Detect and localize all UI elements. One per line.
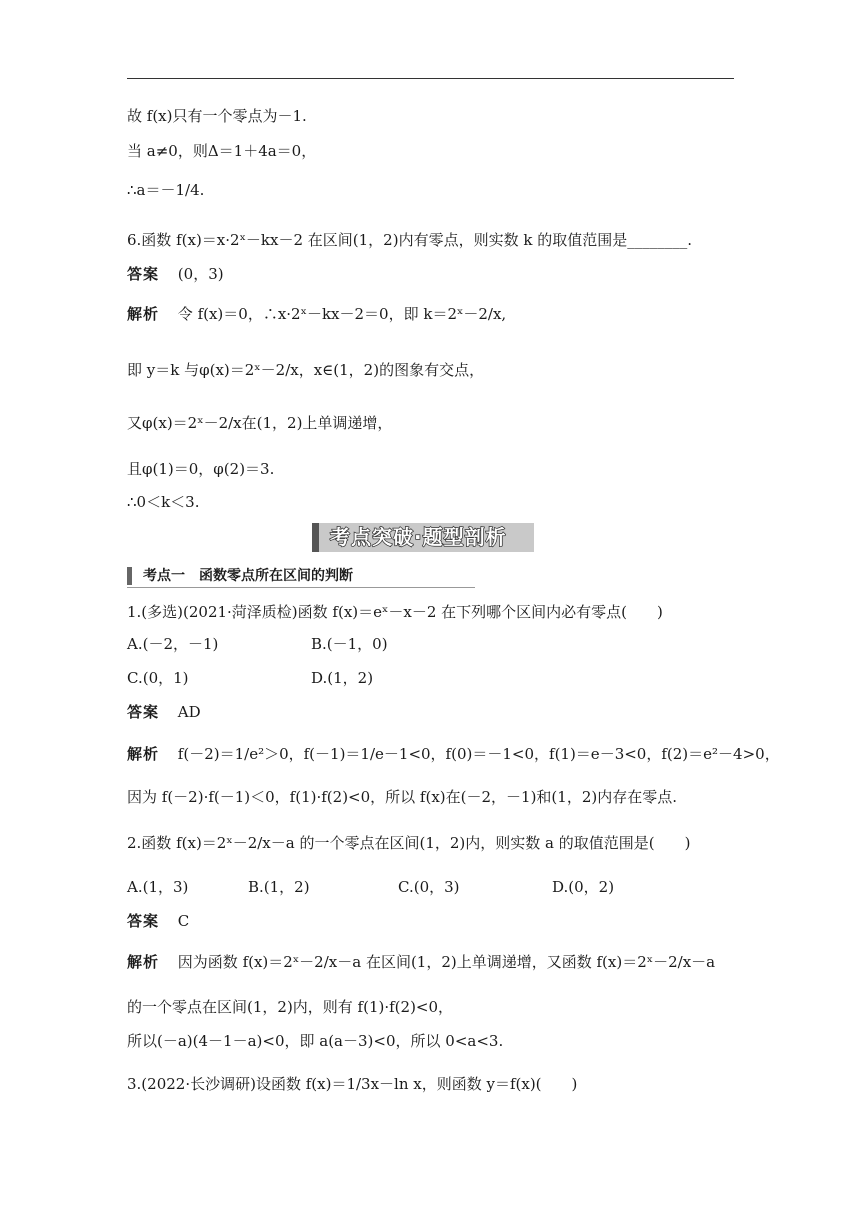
text-line: 因为 f(－2)·f(－1)＜0，f(1)·f(2)<0，所以 f(x)在(－2，－1)和(1，2)内存在零点. — [127, 788, 677, 806]
section-title: 考点突破·题型剖析 — [330, 525, 507, 549]
option-d: D.(0，2) — [552, 878, 615, 896]
text-line: 故 f(x)只有一个零点为－1. — [127, 107, 307, 125]
text-line: 当 a≠0，则Δ＝1＋4a＝0， — [127, 142, 317, 160]
option-c: C.(0，1) — [127, 669, 189, 687]
kaodian-title: 考点一 函数零点所在区间的判断 — [143, 568, 353, 584]
analysis-label: 解析 — [127, 305, 160, 323]
text-line: ∴a＝－1/4. — [127, 181, 205, 199]
answer-6 — [127, 264, 224, 284]
option-d: D.(1，2) — [311, 669, 374, 687]
question-1: 1.(多选)(2021·菏泽质检)函数 f(x)＝eˣ－x－2 在下列哪个区间内必有零点( ) — [127, 603, 663, 621]
analysis-2 — [127, 952, 715, 972]
analysis-6 — [127, 304, 506, 324]
option-b: B.(1，2) — [248, 878, 310, 896]
answer-label: 答案 — [127, 265, 160, 283]
text-line: ∴0＜k＜3. — [127, 493, 200, 511]
analysis-label: 解析 — [127, 953, 160, 971]
question-3: 3.(2022·长沙调研)设函数 f(x)＝1/3x－ln x，则函数 y＝f(x)( ) — [127, 1075, 578, 1093]
analysis-1 — [127, 744, 780, 764]
answer-value: AD — [177, 703, 201, 721]
option-a: A.(1，3) — [127, 878, 189, 896]
option-c: C.(0，3) — [398, 878, 460, 896]
answer-label: 答案 — [127, 912, 160, 930]
question-6: 6.函数 f(x)＝x·2ˣ－kx－2 在区间(1，2)内有零点，则实数 k 的取值范围是________. — [127, 231, 692, 249]
analysis-text: f(－2)＝1/e²＞0，f(－1)＝1/e－1<0，f(0)＝－1<0，f(1)＝e－3<0，f(2)＝e²－4>0， — [177, 745, 780, 763]
answer-value: (0，3) — [177, 265, 224, 283]
analysis-text: 令 f(x)＝0，∴x·2ˣ－kx－2＝0，即 k＝2ˣ－2/x, — [177, 305, 507, 323]
text-line: 又φ(x)＝2ˣ－2/x在(1，2)上单调递增， — [127, 414, 393, 432]
analysis-label: 解析 — [127, 745, 160, 763]
answer-label: 答案 — [127, 703, 160, 721]
banner-bar — [312, 523, 319, 552]
answer-1 — [127, 702, 201, 722]
answer-2 — [127, 911, 189, 931]
text-line: 即 y＝k 与φ(x)＝2ˣ－2/x，x∈(1，2)的图象有交点， — [127, 361, 485, 379]
option-b: B.(－1，0) — [311, 635, 388, 653]
question-2: 2.函数 f(x)＝2ˣ－2/x－a 的一个零点在区间(1，2)内，则实数 a 的取值范围是( ) — [127, 834, 691, 852]
text-line: 的一个零点在区间(1，2)内，则有 f(1)·f(2)<0， — [127, 998, 454, 1016]
option-a: A.(－2，－1) — [127, 635, 219, 653]
text-line: 且φ(1)＝0，φ(2)＝3. — [127, 460, 275, 478]
answer-value: C — [177, 912, 190, 930]
analysis-text: 因为函数 f(x)＝2ˣ－2/x－a 在区间(1，2)上单调递增，又函数 f(x)＝2ˣ－2/x－a — [177, 953, 716, 971]
section-banner — [312, 523, 534, 552]
kaodian-bar — [127, 567, 132, 585]
header-rule — [127, 78, 734, 79]
text-line: 所以(－a)(4－1－a)<0，即 a(a－3)<0，所以 0<a<3. — [127, 1032, 504, 1050]
kaodian-heading — [127, 565, 475, 588]
